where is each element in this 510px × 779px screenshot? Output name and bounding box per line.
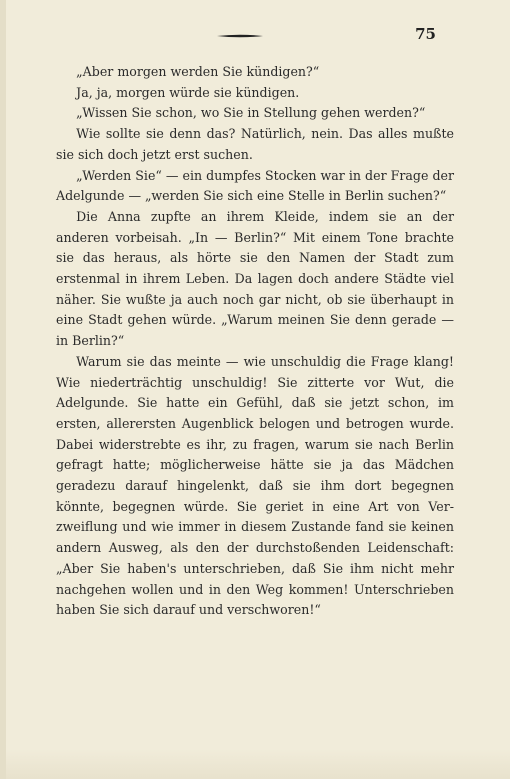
paragraph: Die Anna zupfte an ihrem Kleide, indem sie an der anderen vorbeisah. „In — Berlin?“ Mit einem Tone brachte sie das heraus, als hörte sie den Namen der Stadt zum erstenmal in ihrem Leben. Da lagen doch andere Städte viel näher. Sie wußte ja auch noch gar nicht, ob sie überhaupt in eine Stadt gehen würde. „Warum meinen Sie denn gerade — in Berlin?“ xyxy=(56,208,454,349)
paragraph: Warum sie das meinte — wie unschuldig die Frage klang! Wie niederträchtig unschuldig! Sie zitterte vor Wut, die Adelgunde. Sie hatte ein Gefühl, daß sie jetzt schon, im ersten, allerersten Augenblick belogen und betrogen wurde. Dabei widerstrebte es ihr, zu fragen, warum sie nach Berlin gefragt hatte; möglicherweise hätte sie ja das Mädchen geradezu darauf hingelenkt, daß sie ihm dort begegnen könnte, begegnen würde. Sie geriet in eine Art von Verzweiflung und wie immer in diesem Zustande fand sie keinen andern Ausweg, als den der durchstoßenden Leidenschaft: „Aber Sie haben's unterschrieben, daß Sie ihm nicht mehr nachgehen wollen und in den Weg kommen! Unterschrieben haben Sie sich darauf und verschworen!“ xyxy=(56,353,454,618)
paragraph: „Aber morgen werden Sie kündigen?“ xyxy=(76,64,320,79)
ornament-rule-icon xyxy=(217,34,263,38)
paragraph: Wie sollte sie denn das? Natürlich, nein. Das alles mußte sie sich doch jetzt erst suchen. xyxy=(56,126,454,162)
page-header xyxy=(6,24,510,48)
paragraph: Ja, ja, morgen würde sie kündigen. xyxy=(76,84,300,100)
body-text xyxy=(56,62,454,621)
page-number: 75 xyxy=(415,25,436,43)
paragraph: „Werden Sie“ — ein dumpfes Stocken war in der Frage der Adelgunde — „werden Sie sich eine Stelle in Berlin suchen?“ xyxy=(56,167,454,204)
paragraph: „Wissen Sie schon, wo Sie in Stellung gehen werden?“ xyxy=(76,105,426,121)
page-bottom-shade xyxy=(6,749,510,779)
